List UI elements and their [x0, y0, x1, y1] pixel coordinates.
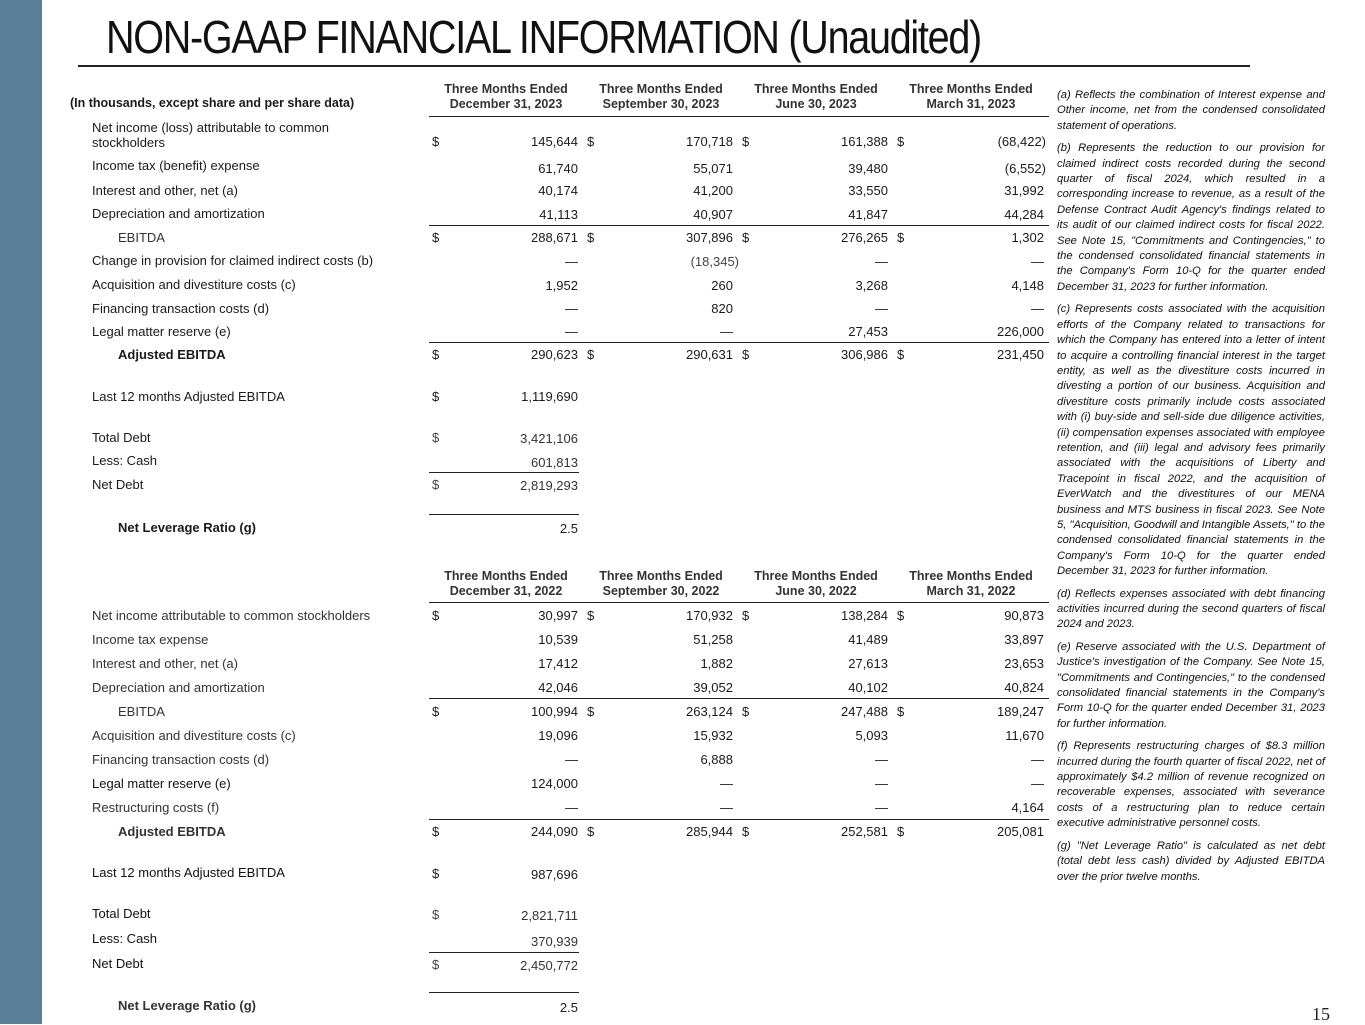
header-rule	[429, 602, 1049, 603]
table-cell: 4,148	[1011, 278, 1044, 293]
row-label: Less: Cash	[92, 453, 158, 468]
footnote-e: (e) Reserve associated with the U.S. Department of Justice's investigation of the Company. See Note 15, "Commitments and Contingencies," to the condensed consolidated financial statements in the Company's Form 10-Q for the quarter ended December 31, 2023 for further information.	[1057, 640, 1325, 730]
table-cell: 1,119,690	[521, 389, 578, 404]
row-label: Financing transaction costs (d)	[92, 301, 270, 316]
table-cell: 15,932	[693, 728, 733, 743]
row-label: Total Debt	[92, 906, 151, 921]
table-cell: 226,000	[997, 324, 1044, 339]
table-cell: (68,422)	[997, 134, 1046, 149]
table-cell: 306,986	[841, 347, 888, 362]
currency-symbol: $	[432, 134, 440, 149]
row-label: Net income (loss) attributable to common stockholders	[92, 120, 329, 150]
table-cell: 3,268	[855, 278, 888, 293]
currency-symbol: $	[432, 704, 440, 719]
table-cell: 161,388	[841, 134, 888, 149]
currency-symbol: $	[897, 134, 905, 149]
table-cell: 41,113	[539, 207, 578, 222]
table-cell: 61,740	[538, 161, 578, 176]
table-cell: 39,052	[693, 680, 733, 695]
table-cell: —	[720, 776, 733, 791]
row-label: Change in provision for claimed indirect costs (b)	[92, 253, 374, 268]
subtotal-rule	[429, 472, 579, 473]
table-cell: 41,847	[848, 207, 888, 222]
currency-symbol: $	[742, 704, 750, 719]
row-label: Total Debt	[92, 430, 151, 445]
units-label: (In thousands, except share and per share data)	[70, 96, 355, 110]
row-label: Net Debt	[92, 477, 144, 492]
table-cell: —	[1031, 776, 1044, 791]
table-cell: 51,258	[693, 632, 733, 647]
table-cell: 205,081	[997, 824, 1044, 839]
subtotal-rule	[429, 952, 579, 953]
table-cell: —	[1031, 254, 1044, 269]
table-cell: (18,345)	[690, 254, 739, 269]
table-cell: 260	[711, 278, 733, 293]
table-cell: 288,671	[531, 230, 578, 245]
subtotal-rule	[429, 992, 579, 993]
table-cell: —	[875, 776, 888, 791]
footnote-d: (d) Reflects expenses associated with debt financing activities incurred during the second quarters of fiscal 2024 and 2023.	[1057, 587, 1325, 631]
currency-symbol: $	[897, 704, 905, 719]
table-cell: 370,939	[531, 934, 578, 949]
table-cell: 263,124	[686, 704, 733, 719]
table-cell: 44,284	[1004, 207, 1044, 222]
table-cell: 307,896	[686, 230, 733, 245]
period-header: Three Months Ended December 31, 2023	[444, 82, 568, 111]
footnote-c: (c) Represents costs associated with the acquisition efforts of the Company related to transactions for which the Company has entered into a letter of intent to acquire a controlling financial interest in the target entity, as well as the divestiture costs incurred in divesting a portion of our business. Acquisition and divestiture costs primarily include costs associated with (i) buy-side and sell-side due diligence activities, (ii) compensation expenses associated with employee retention, and (iii) legal and advisory fees primarily associated with the acquisitions of Liberty and Tracepoint in fiscal 2022, and the acquisition of EverWatch and the divestitures of our MENA business and MTS business in fiscal 2023. See Note 5, "Acquisition, Goodwill and Intangible Assets," to the condensed consolidated financial statements in the Company's Form 10-Q for the quarter ended December 31, 2023 for further information.	[1057, 303, 1325, 578]
table-cell: 19,096	[538, 728, 578, 743]
row-label: EBITDA	[118, 704, 165, 719]
table-cell: 2,450,772	[520, 958, 578, 973]
table-cell: 27,613	[848, 656, 888, 671]
table-cell: 2.5	[559, 521, 578, 536]
table-cell: 40,907	[693, 207, 733, 222]
header-rule	[429, 116, 1049, 117]
table-cell: 2.5	[559, 1000, 578, 1015]
currency-symbol: $	[742, 347, 750, 362]
currency-symbol: $	[587, 824, 595, 839]
period-header: Three Months Ended September 30, 2022	[599, 569, 723, 598]
table-cell: 2,819,293	[520, 478, 578, 493]
table-cell: —	[875, 254, 888, 269]
row-label: Financing transaction costs (d)	[92, 752, 270, 767]
currency-symbol: $	[897, 824, 905, 839]
subtotal-rule	[429, 225, 1049, 226]
row-label: Last 12 months Adjusted EBITDA	[92, 865, 285, 880]
currency-symbol: $	[742, 608, 750, 623]
currency-symbol: $	[742, 134, 750, 149]
table-cell: 1,302	[1011, 230, 1044, 245]
currency-symbol: $	[432, 347, 440, 362]
row-label: Acquisition and divestiture costs (c)	[92, 728, 296, 743]
subtotal-rule	[429, 342, 1049, 343]
table-cell: —	[720, 800, 733, 815]
page-number: 15	[1312, 1004, 1330, 1024]
table-cell: 290,631	[686, 347, 733, 362]
row-label: Depreciation and amortization	[92, 206, 265, 221]
row-label: Net Leverage Ratio (g)	[118, 998, 256, 1013]
currency-symbol: $	[432, 477, 440, 492]
table-cell: 3,421,106	[520, 431, 578, 446]
period-header: Three Months Ended March 31, 2023	[909, 82, 1033, 111]
currency-symbol: $	[432, 230, 440, 245]
row-label: Net income attributable to common stockholders	[92, 608, 371, 623]
table-cell: 244,090	[531, 824, 578, 839]
table-cell: (6,552)	[1004, 161, 1046, 176]
subtotal-rule	[429, 698, 1049, 699]
footnote-b: (b) Represents the reduction to our provision for claimed indirect costs recorded during the second quarter of fiscal 2024, which resulted in a corresponding increase to revenue, as a result of the Defense Contract Audit Agency's findings related to its audit of our claimed indirect costs for fiscal 2022. See Note 15, "Commitments and Contingencies," to the condensed consolidated financial statements in the Company's Form 10-Q for the quarter ended December 31, 2023 for further information.	[1057, 142, 1325, 293]
table-cell: 1,952	[545, 278, 578, 293]
row-label: Restructuring costs (f)	[92, 800, 220, 815]
side-accent-bar	[0, 0, 42, 1024]
table-cell: 189,247	[997, 704, 1044, 719]
currency-symbol: $	[432, 957, 440, 972]
period-header: Three Months Ended June 30, 2023	[754, 82, 878, 111]
table-cell: —	[720, 324, 733, 339]
currency-symbol: $	[432, 824, 440, 839]
currency-symbol: $	[897, 347, 905, 362]
table-cell: 42,046	[538, 680, 578, 695]
table-cell: 247,488	[841, 704, 888, 719]
currency-symbol: $	[587, 230, 595, 245]
period-header: Three Months Ended December 31, 2022	[444, 569, 568, 598]
table-cell: 31,992	[1004, 183, 1044, 198]
table-cell: —	[875, 752, 888, 767]
currency-symbol: $	[587, 704, 595, 719]
row-label: Income tax expense	[92, 632, 209, 647]
table-cell: 40,102	[848, 680, 888, 695]
row-label: Depreciation and amortization	[92, 680, 265, 695]
currency-symbol: $	[432, 389, 440, 404]
footnote-f: (f) Represents restructuring charges of $8.3 million incurred during the fourth quarter of fiscal 2022, net of approximately $4.2 million of revenue recognized on recoverable expenses, associated with severance costs of a restructuring plan to reduce certain executive administrative personnel costs.	[1057, 740, 1325, 830]
currency-symbol: $	[742, 824, 750, 839]
currency-symbol: $	[897, 230, 905, 245]
table-cell: 987,696	[531, 867, 578, 882]
table-cell: —	[565, 254, 578, 269]
page-title: NON-GAAP FINANCIAL INFORMATION (Unaudited)	[106, 11, 981, 63]
period-header: Three Months Ended June 30, 2022	[754, 569, 878, 598]
currency-symbol: $	[587, 134, 595, 149]
table-cell: 124,000	[531, 776, 578, 791]
table-cell: 601,813	[531, 455, 578, 470]
table-cell: 170,718	[686, 134, 733, 149]
table-cell: 285,944	[686, 824, 733, 839]
table-cell: 27,453	[848, 324, 888, 339]
currency-symbol: $	[742, 230, 750, 245]
row-label: Adjusted EBITDA	[118, 347, 226, 362]
table-cell: 90,873	[1004, 608, 1044, 623]
period-header: Three Months Ended March 31, 2022	[909, 569, 1033, 598]
table-cell: 6,888	[700, 752, 733, 767]
table-cell: 40,824	[1004, 680, 1044, 695]
table-cell: 33,897	[1004, 632, 1044, 647]
currency-symbol: $	[897, 608, 905, 623]
table-cell: —	[875, 800, 888, 815]
period-header: Three Months Ended September 30, 2023	[599, 82, 723, 111]
title-divider	[78, 65, 1250, 67]
table-cell: 11,670	[1005, 728, 1044, 743]
table-cell: 41,489	[848, 632, 888, 647]
row-label: Net Debt	[92, 956, 144, 971]
row-label: Interest and other, net (a)	[92, 183, 238, 198]
table-cell: 145,644	[531, 134, 578, 149]
row-label: Legal matter reserve (e)	[92, 776, 231, 791]
row-label: Last 12 months Adjusted EBITDA	[92, 389, 285, 404]
row-label: Interest and other, net (a)	[92, 656, 238, 671]
row-label: EBITDA	[118, 230, 165, 245]
table-cell: —	[565, 324, 578, 339]
row-label: Adjusted EBITDA	[118, 824, 226, 839]
table-cell: 252,581	[841, 824, 888, 839]
table-cell: 276,265	[841, 230, 888, 245]
table-cell: —	[875, 301, 888, 316]
table-cell: 231,450	[997, 347, 1044, 362]
table-cell: 820	[711, 301, 733, 316]
table-cell: 33,550	[848, 183, 888, 198]
row-label: Income tax (benefit) expense	[92, 158, 260, 173]
table-cell: 39,480	[848, 161, 888, 176]
table-cell: 100,994	[531, 704, 578, 719]
row-label: Acquisition and divestiture costs (c)	[92, 277, 296, 292]
table-cell: —	[565, 301, 578, 316]
table-cell: 55,071	[693, 161, 733, 176]
table-cell: 290,623	[531, 347, 578, 362]
table-cell: 2,821,711	[521, 908, 578, 923]
row-label: Less: Cash	[92, 931, 158, 946]
row-label: Net Leverage Ratio (g)	[118, 520, 256, 535]
table-cell: —	[1031, 752, 1044, 767]
currency-symbol: $	[432, 907, 440, 922]
footnotes	[1057, 88, 1325, 892]
currency-symbol: $	[432, 608, 440, 623]
table-cell: 4,164	[1011, 800, 1044, 815]
table-cell: —	[565, 752, 578, 767]
currency-symbol: $	[432, 430, 440, 445]
currency-symbol: $	[432, 866, 440, 881]
table-cell: 40,174	[538, 183, 578, 198]
table-cell: —	[1031, 301, 1044, 316]
footnote-a: (a) Reflects the combination of Interest expense and Other income, net from the condensed consolidated statement of operations.	[1057, 89, 1325, 132]
currency-symbol: $	[587, 347, 595, 362]
currency-symbol: $	[587, 608, 595, 623]
table-cell: 41,200	[693, 183, 733, 198]
table-cell: 170,932	[686, 608, 733, 623]
footnote-g: (g) "Net Leverage Ratio" is calculated as net debt (total debt less cash) divided by Adjusted EBITDA over the prior twelve months.	[1057, 839, 1325, 883]
table-cell: 17,412	[538, 656, 578, 671]
table-cell: 138,284	[841, 608, 888, 623]
subtotal-rule	[429, 819, 1049, 820]
table-cell: 23,653	[1004, 656, 1044, 671]
table-cell: 30,997	[538, 608, 578, 623]
subtotal-rule	[429, 514, 579, 515]
table-cell: 5,093	[855, 728, 888, 743]
table-cell: 10,539	[538, 632, 578, 647]
table-cell: 1,882	[700, 656, 733, 671]
row-label: Legal matter reserve (e)	[92, 324, 231, 339]
table-cell: —	[565, 800, 578, 815]
